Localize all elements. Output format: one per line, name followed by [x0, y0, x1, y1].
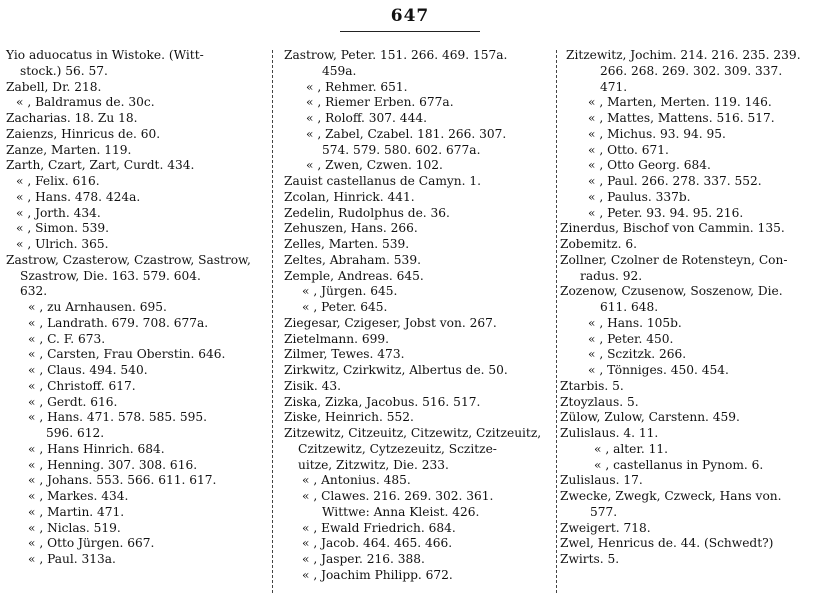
index-column-1 [6, 48, 264, 568]
index-entry: « , Jürgen. 645. [302, 284, 398, 299]
index-entry: Zaienzs, Hinricus de. 60. [6, 126, 161, 141]
index-entry: radus. 92. [580, 268, 643, 283]
index-entry: « , alter. 11. [594, 441, 668, 456]
index-entry: « , Hans Hinrich. 684. [28, 441, 165, 456]
index-entry: Zwel, Henricus de. 44. (Schwedt?) [560, 536, 774, 551]
index-entry: « , C. F. 673. [28, 331, 106, 346]
index-entry: « , Ewald Friedrich. 684. [302, 520, 456, 535]
index-entry: « , Rehmer. 651. [306, 79, 408, 94]
index-entry: Zastrow, Czasterow, Czastrow, Sastrow, [6, 252, 251, 267]
index-entry: Zabell, Dr. 218. [6, 79, 102, 94]
index-entry: Zeltes, Abraham. 539. [284, 252, 421, 267]
index-entry: Zitzewitz, Citzeuitz, Citzewitz, Czitzeuitz, [284, 426, 542, 440]
index-entry: Zedelin, Rudolphus de. 36. [284, 205, 450, 220]
index-entry: Ziska, Zizka, Jacobus. 516. 517. [284, 394, 481, 409]
index-entry: 632. [20, 284, 48, 299]
index-entry: Zwirts. 5. [560, 552, 620, 566]
index-column-2 [284, 48, 550, 584]
index-entry: « , Niclas. 519. [28, 520, 121, 535]
index-entry: 459a. [322, 63, 357, 78]
index-entry: « , Jorth. 434. [16, 205, 101, 220]
index-entry: « , zu Arnhausen. 695. [28, 300, 167, 314]
index-entry: « , Sczitzk. 266. [588, 347, 687, 362]
index-entry: 266. 268. 269. 302. 309. 337. [600, 63, 783, 78]
index-entry: « , castellanus in Pynom. 6. [594, 457, 764, 472]
index-entry: Zülow, Zulow, Carstenn. 459. [560, 410, 740, 425]
index-entry: 471. [600, 79, 628, 94]
index-entry: uitze, Zitzwitz, Die. 233. [298, 457, 449, 472]
index-entry: « , Johans. 553. 566. 611. 617. [28, 473, 217, 488]
index-entry: Zulislaus. 17. [560, 473, 643, 488]
index-entry: « , Paulus. 337b. [588, 189, 691, 204]
index-entry: Szastrow, Die. 163. 579. 604. [20, 268, 201, 283]
index-entry: 596. 612. [46, 426, 105, 440]
index-entry: « , Joachim Philipp. 672. [302, 567, 453, 582]
index-entry: Wittwe: Anna Kleist. 426. [322, 504, 480, 519]
index-entry: « , Zwen, Czwen. 102. [306, 158, 443, 173]
index-entry: Ziegesar, Czigeser, Jobst von. 267. [284, 315, 497, 330]
index-entry: « , Gerdt. 616. [28, 394, 118, 409]
index-entry: Ztarbis. 5. [560, 378, 624, 393]
index-entry: « , Felix. 616. [16, 174, 100, 188]
index-entry: « , Ulrich. 365. [16, 237, 109, 251]
index-entry: « , Marten, Merten. 119. 146. [588, 95, 772, 110]
column-divider [272, 50, 273, 593]
index-entry: « , Hans. 105b. [588, 315, 682, 330]
index-entry: « , Jasper. 216. 388. [302, 552, 425, 566]
index-entry: Zozenow, Czusenow, Soszenow, Die. [560, 284, 783, 299]
index-entry: 574. 579. 580. 602. 677a. [322, 142, 481, 157]
index-entry: Zacharias. 18. Zu 18. [6, 111, 138, 125]
page-number: 647 [390, 6, 430, 26]
index-entry: Zelles, Marten. 539. [284, 237, 410, 251]
index-entry: « , Mattes, Mattens. 516. 517. [588, 111, 775, 125]
index-column-3 [560, 48, 816, 568]
header-rule [340, 31, 480, 32]
index-entry: Zcolan, Hinrick. 441. [284, 189, 415, 204]
index-entry: « , Otto Georg. 684. [588, 158, 711, 173]
index-entry: « , Otto Jürgen. 667. [28, 536, 155, 551]
index-entry: Zehuszen, Hans. 266. [284, 221, 418, 236]
index-entry: « , Roloff. 307. 444. [306, 111, 427, 125]
index-entry: « , Clawes. 216. 269. 302. 361. [302, 489, 494, 503]
index-entry: « , Markes. 434. [28, 489, 129, 503]
index-entry: Zirkwitz, Czirkwitz, Albertus de. 50. [284, 363, 508, 377]
index-entry: 577. [590, 504, 618, 519]
index-entry: Zarth, Czart, Zart, Curdt. 434. [6, 158, 195, 173]
index-entry: « , Michus. 93. 94. 95. [588, 126, 726, 141]
index-entry: « , Peter. 93. 94. 95. 216. [588, 205, 744, 220]
index-entry: « , Hans. 478. 424a. [16, 189, 141, 204]
index-entry: Zwecke, Zwegk, Czweck, Hans von. [560, 489, 782, 503]
index-entry: Ziske, Heinrich. 552. [284, 410, 414, 425]
index-entry: Yio aduocatus in Wistoke. (Witt- [6, 48, 204, 62]
index-entry: « , Otto. 671. [588, 142, 669, 157]
index-entry: Zobemitz. 6. [560, 237, 637, 251]
index-entry: stock.) 56. 57. [20, 63, 108, 78]
index-entry: « , Antonius. 485. [302, 473, 411, 488]
column-divider [556, 50, 557, 593]
index-entry: Zollner, Czolner de Rotensteyn, Con- [560, 252, 788, 267]
index-entry: Zauist castellanus de Camyn. 1. [284, 174, 481, 188]
index-entry: Ztoyzlaus. 5. [560, 394, 639, 409]
index-entry: Zastrow, Peter. 151. 266. 469. 157a. [284, 48, 508, 62]
index-entry: « , Riemer Erben. 677a. [306, 95, 454, 110]
index-entry: « , Tönniges. 450. 454. [588, 363, 729, 377]
index-entry: « , Martin. 471. [28, 504, 125, 519]
index-entry: « , Carsten, Frau Oberstin. 646. [28, 347, 226, 362]
index-entry: « , Zabel, Czabel. 181. 266. 307. [306, 126, 507, 141]
index-entry: « , Henning. 307. 308. 616. [28, 457, 198, 472]
index-entry: Zitzewitz, Jochim. 214. 216. 235. 239. [566, 48, 801, 62]
index-entry: « , Hans. 471. 578. 585. 595. [28, 410, 207, 425]
index-entry: Zanze, Marten. 119. [6, 142, 132, 157]
index-entry: Zisik. 43. [284, 378, 342, 393]
index-entry: « , Christoff. 617. [28, 378, 136, 393]
index-entry: « , Paul. 313a. [28, 552, 116, 566]
index-entry: Zweigert. 718. [560, 520, 651, 535]
index-entry: Czitzewitz, Cytzezeuitz, Sczitze- [298, 441, 497, 456]
index-entry: Zinerdus, Bischof von Cammin. 135. [560, 221, 785, 236]
index-entry: « , Landrath. 679. 708. 677a. [28, 315, 209, 330]
index-entry: « , Peter. 450. [588, 331, 674, 346]
index-entry: « , Peter. 645. [302, 300, 388, 314]
index-entry: « , Jacob. 464. 465. 466. [302, 536, 453, 551]
index-entry: 611. 648. [600, 300, 659, 314]
index-entry: « , Paul. 266. 278. 337. 552. [588, 174, 762, 188]
index-entry: Zilmer, Tewes. 473. [284, 347, 405, 362]
index-entry: « , Claus. 494. 540. [28, 363, 148, 377]
index-entry: Zietelmann. 699. [284, 331, 389, 346]
index-entry: « , Baldramus de. 30c. [16, 95, 155, 110]
index-entry: Zemple, Andreas. 645. [284, 268, 424, 283]
index-entry: Zulislaus. 4. 11. [560, 426, 659, 440]
index-entry: « , Simon. 539. [16, 221, 109, 236]
